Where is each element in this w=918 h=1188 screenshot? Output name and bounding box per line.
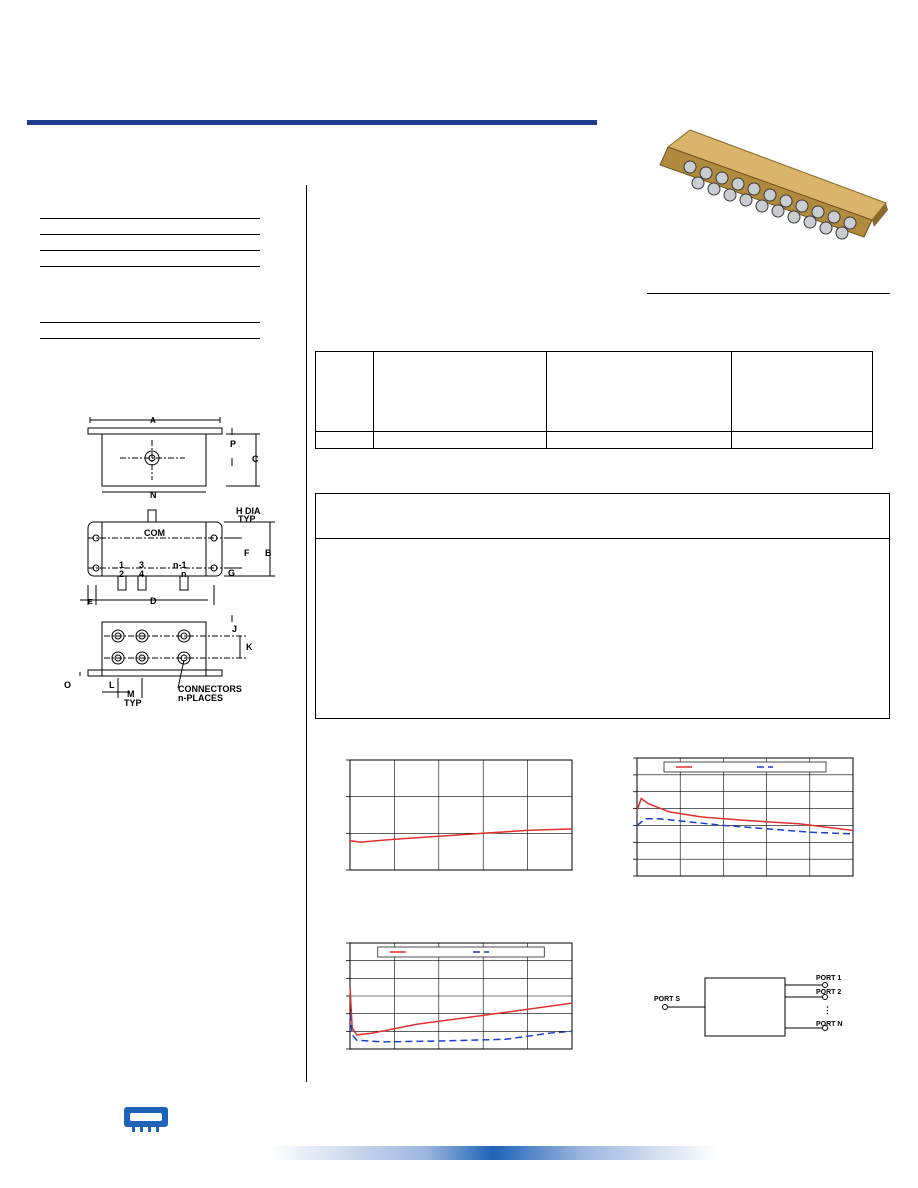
dim-label-p: P [230,439,237,449]
block-diagram [650,973,870,1053]
dim-label-e: E [88,599,93,606]
port-n-label: PORT N [816,1021,843,1028]
dim-label-l: L [109,680,115,690]
dim-label-c: C [252,454,259,464]
spec-rule-6 [40,338,260,339]
dim-label-typ-h: TYP [238,514,256,524]
column-divider [306,185,307,1082]
chart-1 [338,750,598,880]
dim-label-f: F [244,548,250,558]
connectors-label: CONNECTORS [178,684,242,694]
dim-label-d: D [150,596,157,606]
dim-label-a: A [150,416,156,425]
port-label-4: 4 [139,569,145,579]
port-label-3: 3 [139,560,145,570]
footer-gradient-bar [268,1146,718,1160]
plot-frame [637,758,853,876]
plot-frame [350,760,572,870]
port-1-label: PORT 1 [816,975,842,982]
photo-caption-rule [647,293,890,294]
port-label-1: 1 [119,560,125,570]
dim-label-com: COM [144,528,165,538]
dim-label-typ-m: TYP [124,698,142,708]
product-photo [650,125,890,240]
dim-label-j: J [232,624,238,634]
company-logo [122,1105,172,1135]
divider-block [705,978,785,1036]
n-places-label: n-PLACES [178,693,223,703]
port-1-terminal [823,983,828,988]
dim-label-n: N [150,490,157,500]
chart-3 [338,935,598,1055]
port-label-n: n [181,569,187,579]
chart-2 [625,750,865,880]
dim-label-o: O [64,680,72,690]
outline-drawing [60,410,300,710]
dim-label-g: G [228,568,236,578]
header-bar [27,120,597,125]
port-label-n-1: n-1 [173,560,187,570]
port-s-label: PORT S [654,996,681,1003]
spec-rule-1 [40,218,260,219]
port-2-label: PORT 2 [816,989,842,996]
dim-label-k: K [246,642,253,652]
port-s-terminal [663,1005,668,1010]
spec-rule-5 [40,322,260,323]
spec-rule-2 [40,234,260,235]
dim-label-h-dia: H DIA [236,506,261,516]
dim-label-m: M [127,689,135,699]
spec-rule-3 [40,250,260,251]
port-dots: ⋮ [823,1005,832,1015]
dim-label-b: B [265,548,272,558]
port-label-2: 2 [119,569,125,579]
spec-rule-4 [40,266,260,267]
